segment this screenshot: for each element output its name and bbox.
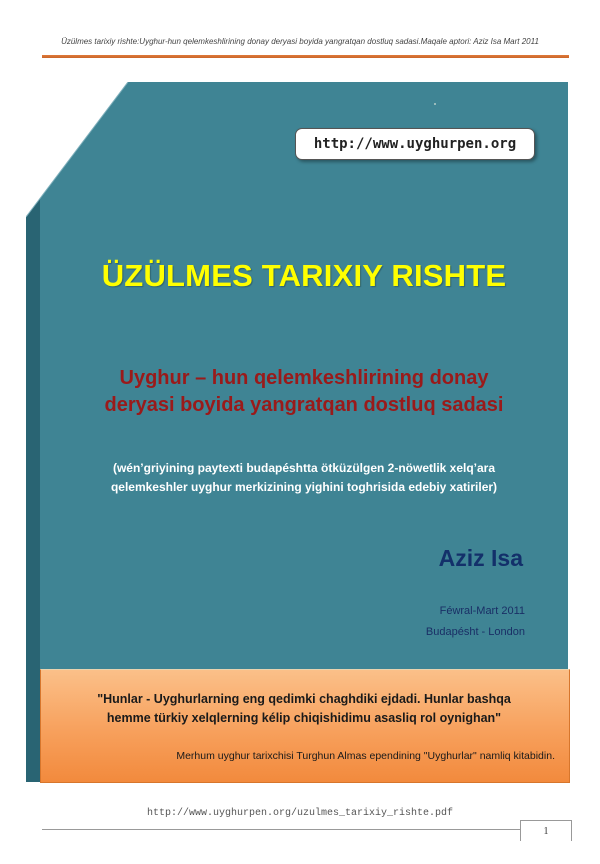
footer-rule [42, 829, 520, 830]
main-title: ÜZÜLMES TARIXIY RISHTE [101, 258, 507, 293]
header-rule [42, 55, 569, 58]
page-number: 1 [520, 820, 572, 841]
quote-line-1: "Hunlar - Uyghurlarning eng qedimki chaghdiki ejdadi. Hunlar bashqa [97, 692, 511, 706]
description [40, 459, 568, 497]
quote-text [50, 690, 558, 728]
subtitle-line-2: deryasi boyida yangratqan dostluq sadasi [104, 394, 504, 416]
description-line-2: qelemkeshler uyghur merkizining yighini toghrisida edebiy xatiriler) [110, 480, 498, 494]
author-name: Aziz Isa [438, 545, 523, 571]
running-header: Üzülmes tarixiy rishte:Uyghur-hun qelemkeshlirining donay deryasi boyida yangratqan dostluq sadasi.Maqale aptori: Aziz Isa Mart 2011 [61, 37, 539, 46]
quote-line-2: hemme türkiy xelqlerning kélip chiqishidimu asasliq rol oynighan" [106, 711, 502, 725]
website-url-box[interactable]: http://www.uyghurpen.org [295, 128, 535, 160]
cover-left-edge [26, 199, 40, 782]
footer-url[interactable]: http://www.uyghurpen.org/uzulmes_tarixiy_rishte.pdf [146, 808, 454, 819]
subtitle [40, 365, 568, 419]
subtitle-line-1: Uyghur – hun qelemkeshlirining donay [119, 367, 489, 389]
place-text: Budapésht - London [425, 626, 525, 638]
quote-source: Merhum uyghur tarixchisi Turghun Almas ependining "Uyghurlar" namliq kitabidin. [176, 750, 555, 762]
decorative-dot [434, 103, 436, 105]
date-text: Féwral-Mart 2011 [439, 605, 525, 617]
description-line-1: (wén’griyining paytexti budapéshtta ötküzülgen 2-nöwetlik xelq’ara [112, 461, 496, 475]
